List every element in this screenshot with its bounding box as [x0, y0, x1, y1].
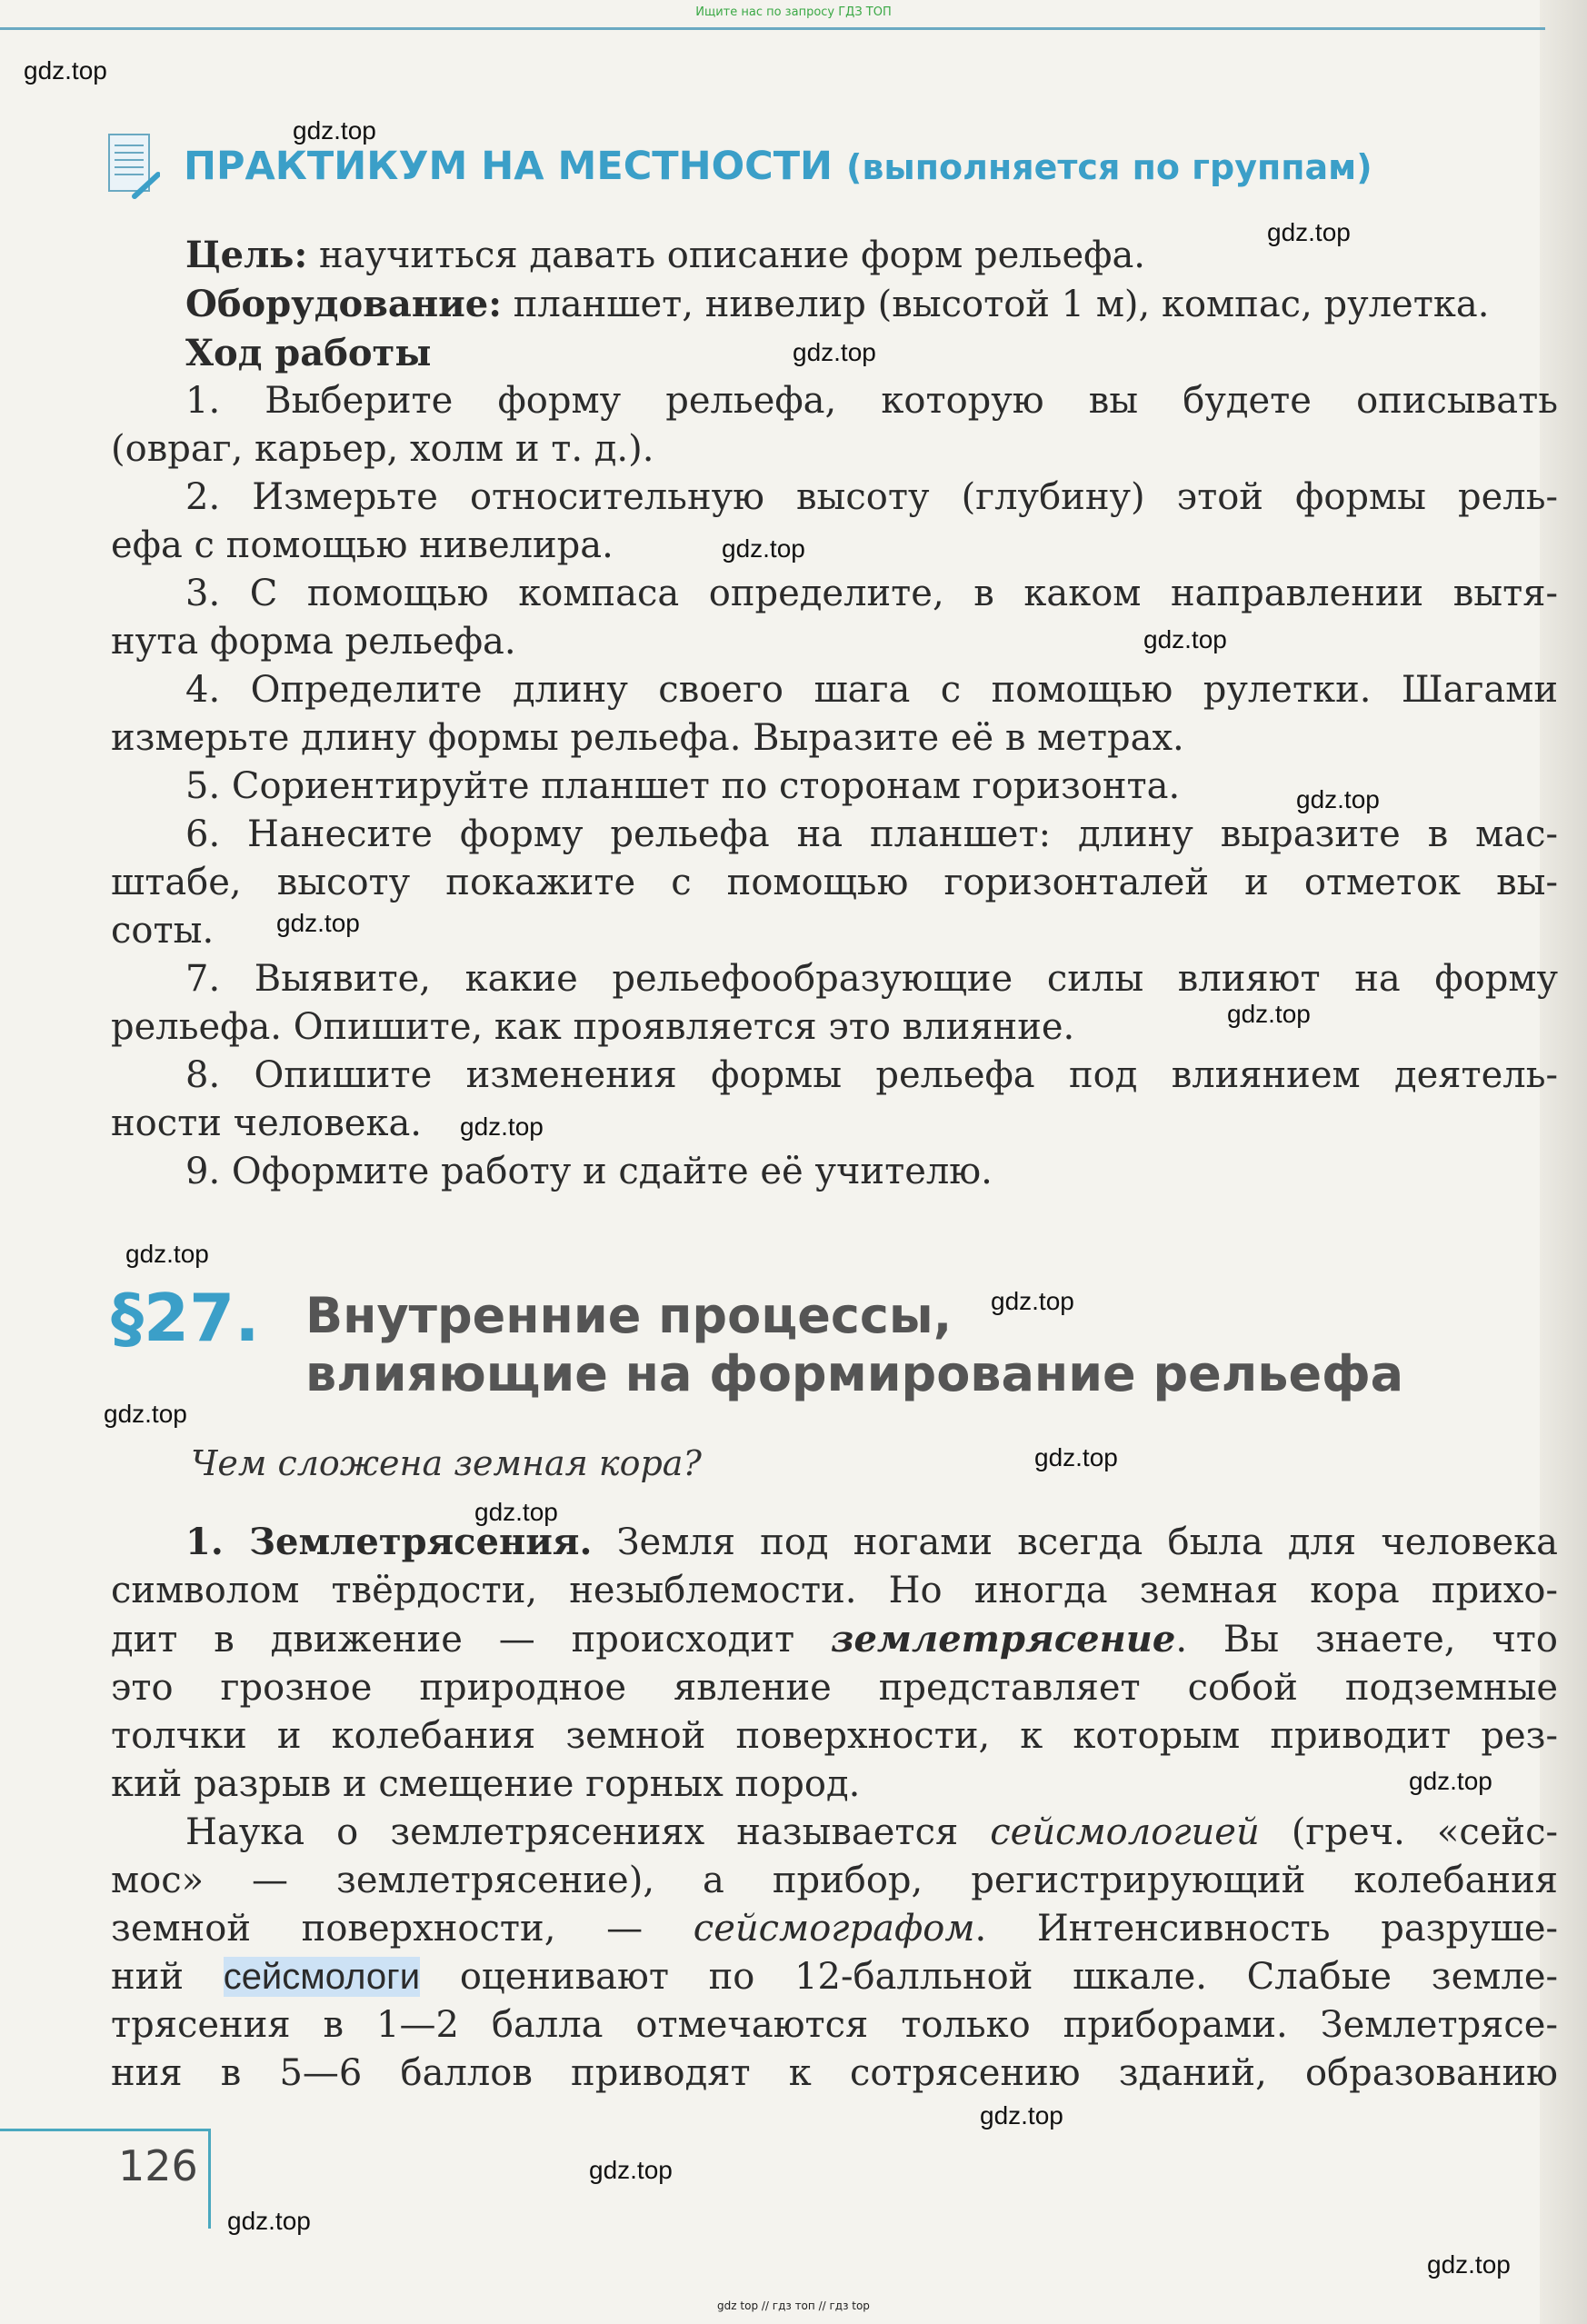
step-6-line: соты.	[111, 910, 215, 952]
step-6-line: штабе, высоту покажите с помощью горизонталей и отметок вы-	[111, 862, 1558, 903]
watermark: gdz.top	[1296, 785, 1380, 813]
section-title-line2: влияющие на формирование рельефа	[305, 1345, 1404, 1402]
text-line: земной поверхности, — сейсмографом. Интенсивность разруше-	[111, 1908, 1559, 1950]
step-8-line: ности человека.	[111, 1102, 423, 1144]
bottom-banner[interactable]: gdz top // гдз топ // гдз top	[717, 2299, 870, 2312]
text-line: символом твёрдости, незыблемости. Но иногда земная кора прихо-	[111, 1570, 1558, 1611]
text-line: трясения в 1—2 балла отмечаются только приборами. Землетрясе-	[111, 2004, 1558, 2046]
step-1-line: 1. Выберите форму рельефа, которую вы будете описывать	[185, 380, 1558, 422]
watermark: gdz.top	[793, 338, 876, 366]
text-line: ний сейсмологи оценивают по 12-балльной шкале. Слабые земле-	[111, 1956, 1559, 1998]
watermark: gdz.top	[104, 1400, 187, 1428]
step-8-line: 8. Опишите изменения формы рельефа под влиянием деятель-	[185, 1054, 1558, 1096]
text-line: дит в движение — происходит землетрясение. Вы знаете, что	[111, 1618, 1558, 1661]
watermark: gdz.top	[474, 1498, 558, 1526]
page-number: 126	[118, 2141, 198, 2190]
step-2-line: 2. Измерьте относительную высоту (глубину) этой формы рель-	[185, 476, 1558, 518]
term-seismograph: сейсмографом	[693, 1908, 975, 1950]
watermark: gdz.top	[1143, 625, 1227, 653]
watermark: gdz.top	[293, 116, 376, 145]
step-2-line: ефа с помощью нивелира.	[111, 524, 614, 566]
step-3-line: 3. С помощью компаса определите, в каком направлении вытя-	[185, 573, 1558, 614]
text-line: ния в 5—6 баллов приводят к сотрясению зданий, образованию	[111, 2052, 1558, 2094]
step-4-line: измерьте длину формы рельефа. Выразите её в метрах.	[111, 717, 1184, 759]
watermark: gdz.top	[227, 2207, 311, 2235]
top-banner[interactable]: Ищите нас по запросу ГДЗ ТОП	[695, 5, 892, 19]
section-question: Чем сложена земная кора?	[191, 1443, 702, 1483]
goal-line: Цель: научиться давать описание форм рельефа.	[185, 234, 1145, 276]
watermark: gdz.top	[1227, 1000, 1311, 1028]
watermark: gdz.top	[589, 2156, 673, 2184]
top-rule	[0, 27, 1545, 30]
watermark: gdz.top	[980, 2101, 1063, 2130]
watermark: gdz.top	[1427, 2250, 1511, 2279]
practicum-title-main: ПРАКТИКУМ НА МЕСТНОСТИ	[184, 144, 833, 189]
footer-rule	[0, 2129, 211, 2131]
equipment-line: Оборудование: планшет, нивелир (высотой 1 м), компас, рулетка.	[185, 283, 1490, 325]
notepad-icon	[107, 133, 160, 202]
step-9-line: 9. Оформите работу и сдайте её учителю.	[185, 1151, 993, 1192]
step-6-line: 6. Нанесите форму рельефа на планшет: длину выразите в мас-	[185, 813, 1558, 855]
watermark: gdz.top	[1267, 218, 1351, 246]
highlighted-selection[interactable]: сейсмологи	[223, 1957, 421, 1997]
step-3-line: нута форма рельефа.	[111, 621, 516, 663]
watermark: gdz.top	[1034, 1443, 1118, 1471]
text-line: 1. Землетрясения. Земля под ногами всегда была для человека	[185, 1521, 1558, 1563]
watermark: gdz.top	[722, 534, 805, 563]
watermark: gdz.top	[24, 56, 107, 85]
watermark: gdz.top	[991, 1287, 1074, 1315]
section-number: §27.	[111, 1280, 260, 1356]
watermark: gdz.top	[460, 1112, 544, 1141]
text-line: толчки и колебания земной поверхности, к которым приводит рез-	[111, 1715, 1558, 1757]
section-title-line1: Внутренние процессы,	[305, 1287, 953, 1344]
earthquakes-body	[111, 1518, 1558, 2098]
practicum-title	[184, 144, 1372, 189]
workflow-label: Ход работы	[185, 332, 432, 374]
step-4-line: 4. Определите длину своего шага с помощью рулетки. Шагами	[185, 669, 1558, 711]
watermark: gdz.top	[1409, 1767, 1492, 1795]
text-line: это грозное природное явление представляет собой подземные	[111, 1667, 1558, 1709]
practicum-subtitle: (выполняется по группам)	[846, 147, 1372, 187]
practicum-body	[111, 231, 1558, 1196]
term-earthquake: землетрясение	[830, 1618, 1176, 1661]
text-line: мос» — землетрясение), а прибор, регистрирующий колебания	[111, 1860, 1558, 1901]
step-1-line: (овраг, карьер, холм и т. д.).	[111, 428, 654, 470]
text-line: кий разрыв и смещение горных пород.	[111, 1763, 861, 1805]
step-7-line: рельефа. Опишите, как проявляется это влияние.	[111, 1006, 1075, 1048]
section-title	[305, 1287, 1403, 1403]
step-7-line: 7. Выявите, какие рельефообразующие силы влияют на форму	[185, 958, 1558, 1000]
text-line: Наука о землетрясениях называется сейсмологией (греч. «сейс-	[185, 1811, 1559, 1853]
step-5-line: 5. Сориентируйте планшет по сторонам горизонта.	[185, 765, 1181, 807]
watermark: gdz.top	[276, 909, 360, 937]
watermark: gdz.top	[125, 1240, 209, 1268]
footer-vrule	[208, 2129, 211, 2229]
term-seismology: сейсмологией	[990, 1811, 1260, 1853]
